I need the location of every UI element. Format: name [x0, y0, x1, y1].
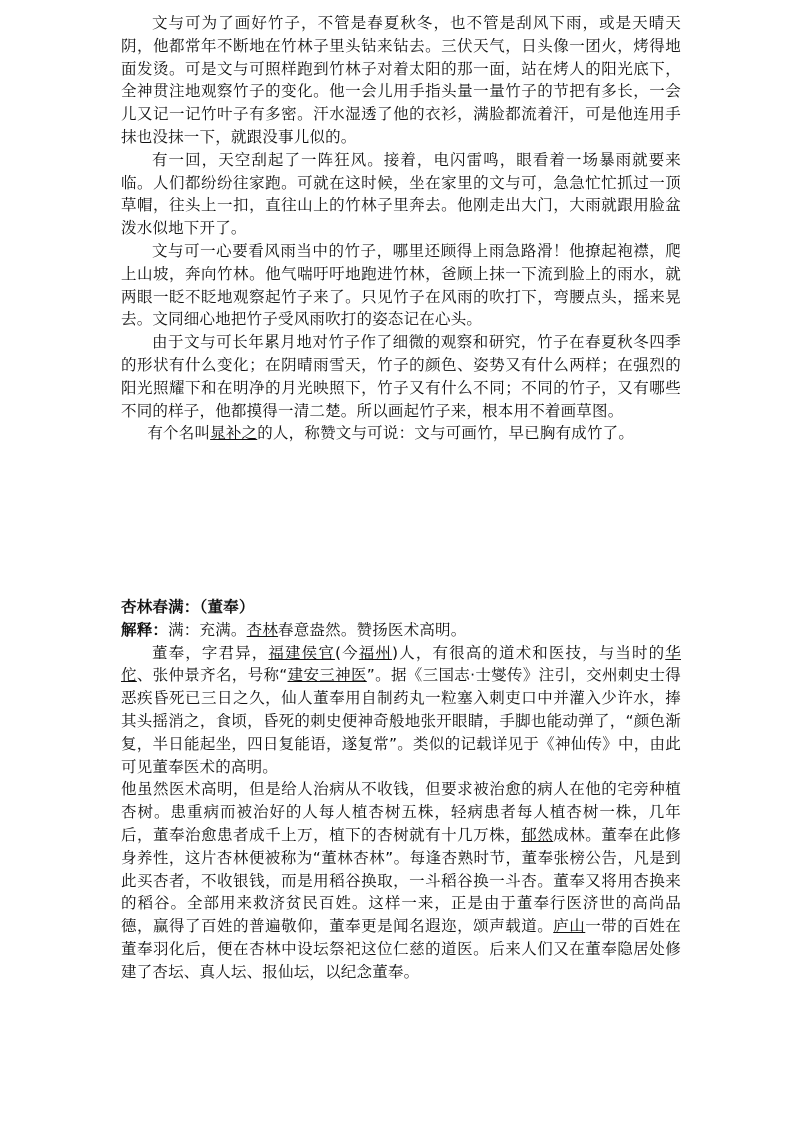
text-span: )人，有很高的道术和医技，与当时的	[392, 643, 666, 662]
explain-label: 解释：	[121, 620, 169, 639]
idiom-explanation	[121, 619, 681, 642]
idiom-paragraph-1	[121, 642, 681, 779]
idiom-section	[121, 596, 681, 984]
text-span: 成林。董奉在此修身养性，这片杏林便被称为“董林杏林”。每逢杏熟时节，董奉张榜公告，凡是到此买杏者，不收银钱，而是用稻谷换取，一斗稻谷换一斗杏。董奉又将用杏换来的稻谷。全部用来救济贫民百姓。这样一来，正是由于董奉行医济世的高尚品德，赢得了百姓的普遍敬仰，董奉更是闻名遐迩，颂声载道。	[121, 825, 681, 936]
text-span: (今	[334, 643, 359, 662]
term-link[interactable]: 郁然	[521, 825, 554, 844]
text-span: 满：充满。	[168, 620, 247, 639]
term-link[interactable]: 建安三神医	[287, 666, 367, 685]
person-link[interactable]: 华佗	[121, 643, 681, 685]
text-span: 一带的百姓在董奉羽化后，便在杏林中设坛祭祀这位仁慈的道医。后来人们又在董奉隐居处修建了杏坛、真人坛、报仙坛，以纪念董奉。	[121, 917, 682, 981]
place-link[interactable]: 福州	[358, 643, 393, 662]
place-link[interactable]: 福建侯官	[268, 643, 335, 662]
story-paragraph-3: 文与可一心要看风雨当中的竹子，哪里还顾得上雨急路滑！他撩起袍襟，爬上山坡，奔向竹林。他气喘吁吁地跑进竹林，爸顾上抹一下流到脸上的雨水，就两眼一眨不眨地观察起竹子来了。只见竹子在风雨的吹打下，弯腰点头，摇来晃去。文同细心地把竹子受风雨吹打的姿态记在心头。	[121, 241, 681, 329]
story-section	[121, 12, 681, 445]
story-paragraph-4: 由于文与可长年累月地对竹子作了细微的观察和研究，竹子在春夏秋冬四季的形状有什么变化；在阴晴雨雪天，竹子的颜色、姿势又有什么两样；在强烈的阳光照耀下和在明净的月光映照下，竹子又有什么不同；不同的竹子，又有哪些不同的样子，他都摸得一清二楚。所以画起竹子来，根本用不着画草图。	[121, 333, 681, 420]
text-span: 的人，称赞文与可说：文与可画竹，早已胸有成竹了。	[257, 424, 635, 443]
text-span: ”。据《三国志·士燮传》注引，交州刺史士得恶疾昏死已三日之久，仙人董奉用自制药丸一粒塞入刺吏口中并灌入少许水，捧其头摇消之，食顷，昏死的刺史便神奇般地张开眼睛，手脚也能动弹了，“颜色渐复，半日能起坐，四日复能语，遂复常”。类似的记载详见于《神仙传》中，由此可见董奉医术的高明。	[121, 666, 681, 776]
place-link[interactable]: 庐山	[553, 917, 586, 936]
story-paragraph-1: 文与可为了画好竹子，不管是春夏秋冬，也不管是刮风下雨，或是天晴天阴，他都常年不断地在竹林子里头钻来钻去。三伏天气，日头像一团火，烤得地面发烫。可是文与可照样跑到竹林子对着太阳的那一面，站在烤人的阳光底下，全神贯注地观察竹子的变化。他一会儿用手指头量一量竹子的节把有多长，一会儿又记一记竹叶子有多密。汗水湿透了他的衣衫，满脸都流着汗，可是他连用手抹也没抹一下，就跟没事儿似的。	[121, 14, 681, 146]
text-span: 有个名叫	[147, 424, 211, 443]
text-span: 、张仲景齐名，号称“	[136, 666, 288, 685]
person-link[interactable]: 晁补之	[210, 424, 258, 443]
idiom-heading: 杏林春满：（董奉）	[121, 598, 255, 616]
text-span: 他虽然医术高明，但是给人治病从不收钱，但要求被治愈的病人在他的宅旁种植杏树。患重病而被治好的人每人植杏树五株，轻病患者每人植杏树一株，几年后，董奉治愈患者成千上万，植下的杏树就有十几万株，	[121, 780, 681, 844]
text-span: 春意盎然。赞扬医术高明。	[278, 620, 467, 639]
story-paragraph-5	[121, 422, 681, 445]
story-paragraph-2: 有一回，天空刮起了一阵狂风。接着，电闪雷鸣，眼看着一场暴雨就要来临。人们都纷纷往家跑。可就在这时候，坐在家里的文与可，急急忙忙抓过一顶草帽，往头上一扣，直往山上的竹林子里奔去。他刚走出大门，大雨就跟用脸盆泼水似地下开了。	[121, 150, 681, 238]
term-link[interactable]: 杏林	[246, 620, 279, 639]
idiom-paragraph-2	[121, 778, 681, 983]
text-span: 董奉，字君异，	[152, 643, 269, 662]
